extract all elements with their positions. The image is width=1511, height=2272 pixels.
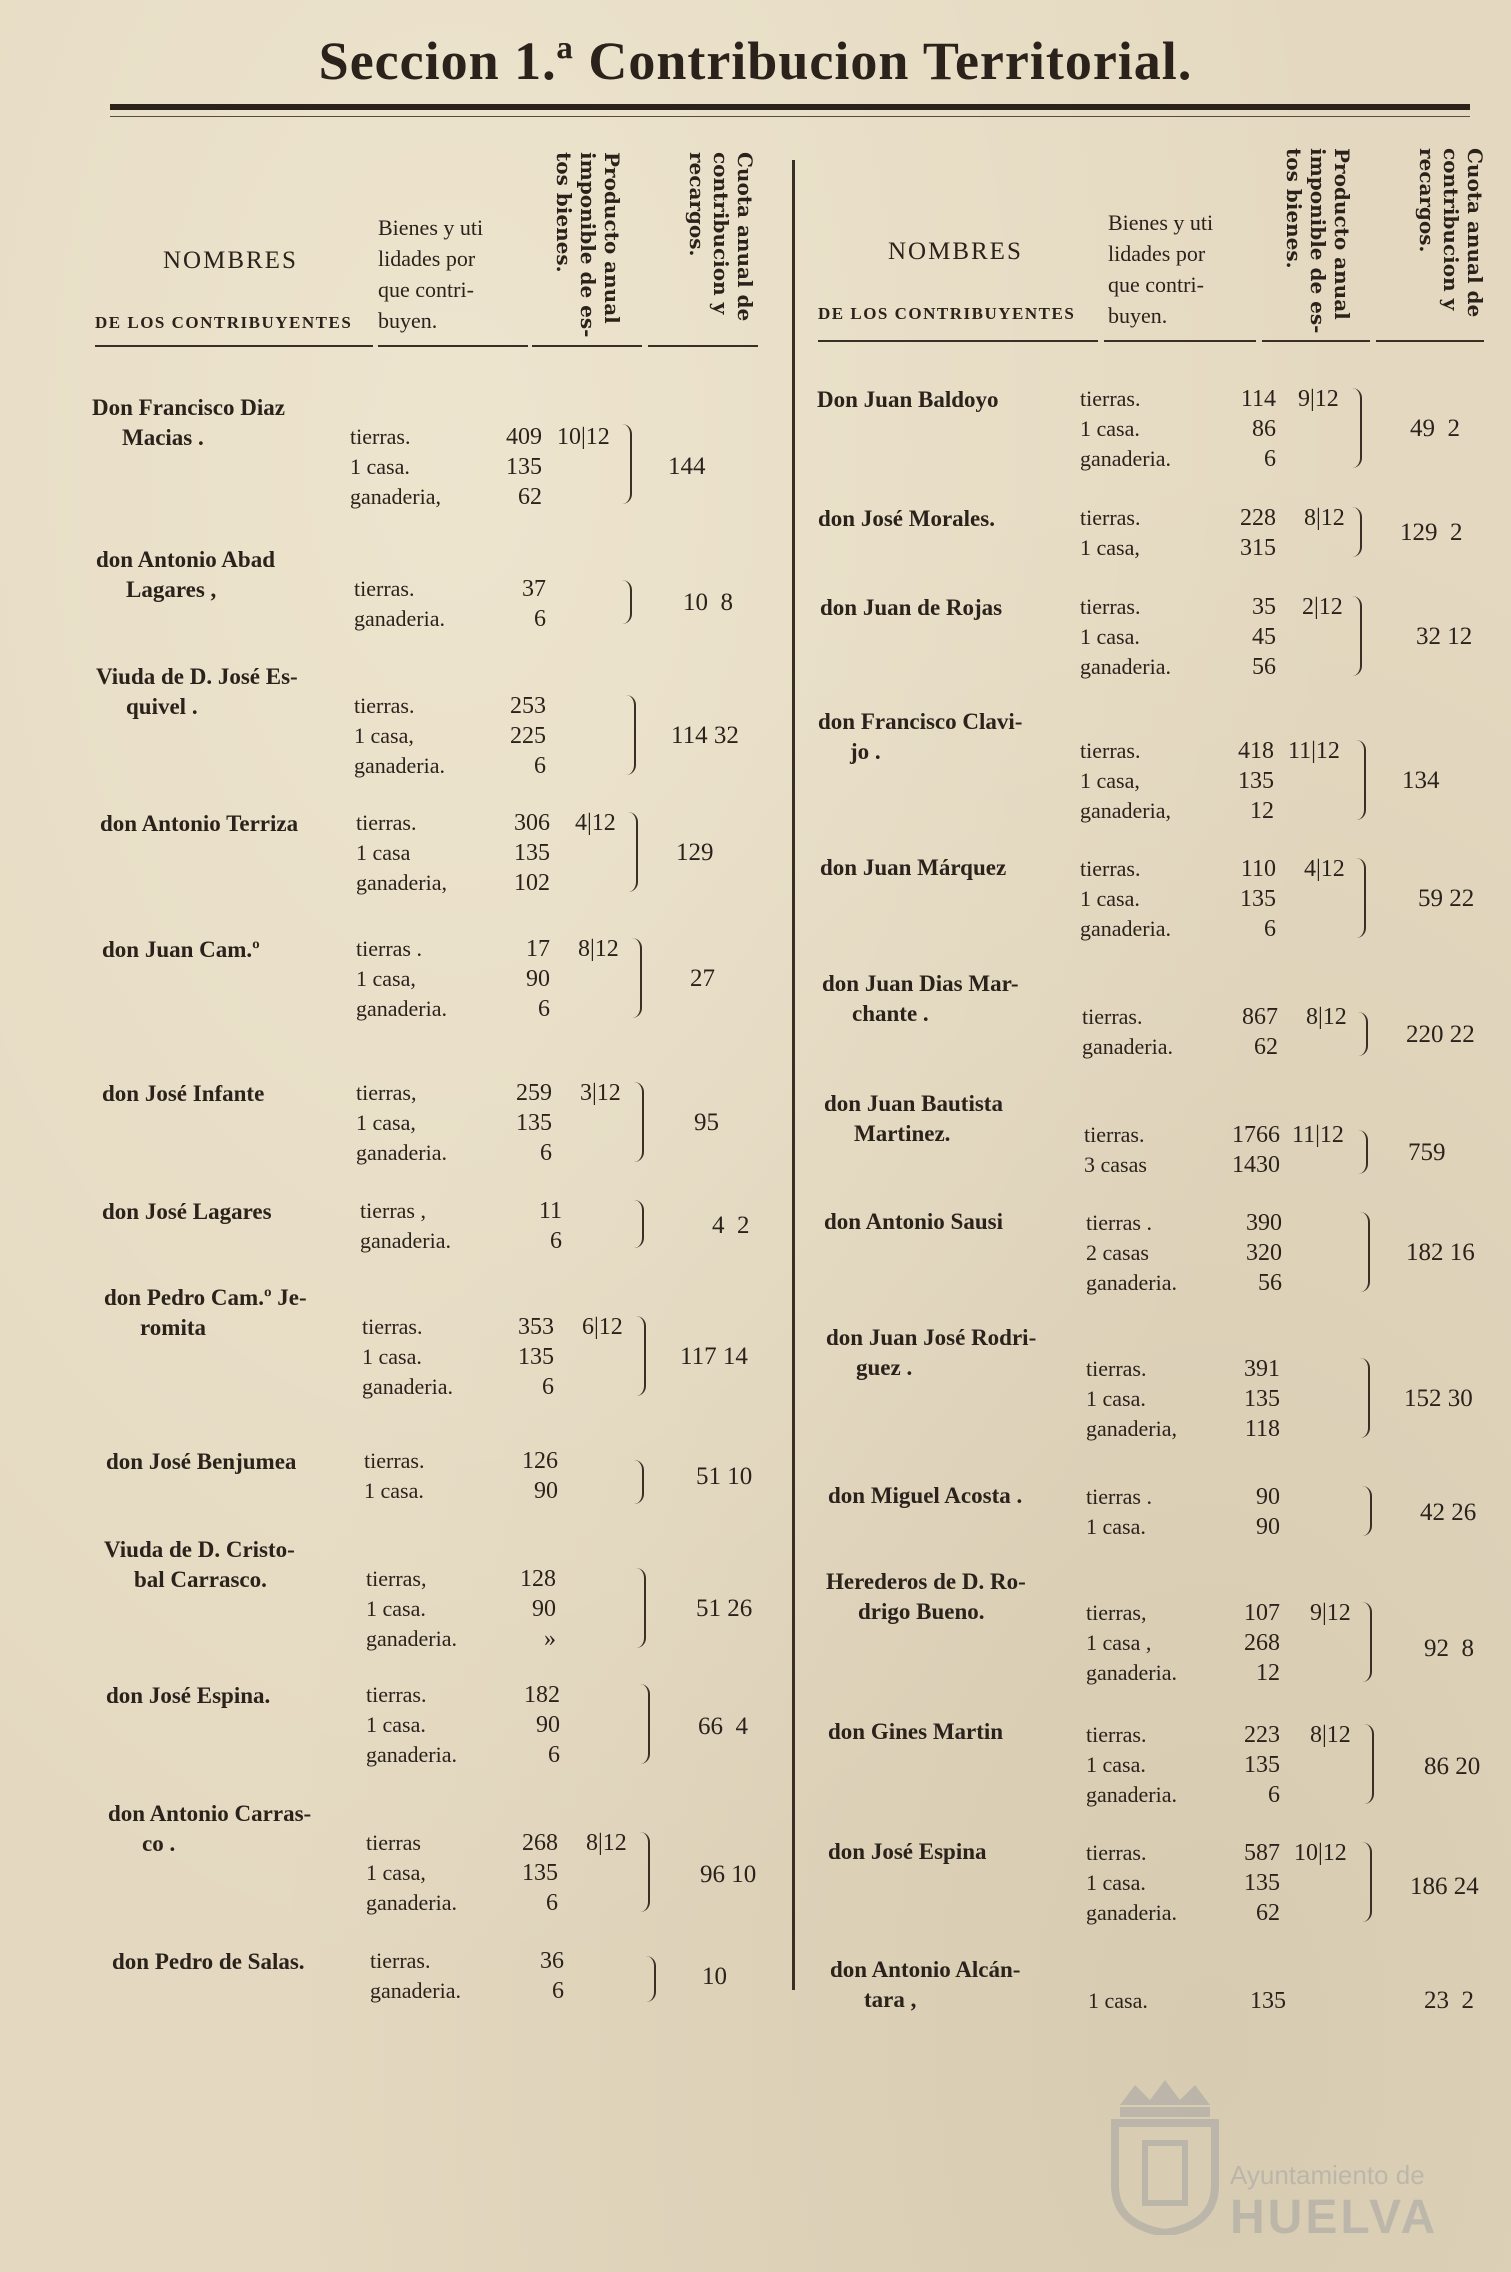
header-rule (1376, 340, 1484, 342)
header-rule (95, 345, 373, 347)
watermark-line2: HUELVA (1230, 2191, 1439, 2244)
header-rule (532, 345, 642, 347)
column-divider (792, 160, 795, 1990)
header-rule (378, 345, 528, 347)
title-rule (110, 104, 1470, 110)
header-bienes: Bienes y uti lidades por que contri- buyen. (1108, 210, 1214, 328)
header-names-sub: DE LOS CONTRIBUYENTES (818, 304, 1076, 323)
header-names: NOMBRES (163, 247, 298, 274)
header-producto: Producto anual imponible de es- tos bienes. (1282, 148, 1354, 334)
header-names: NOMBRES (888, 238, 1023, 265)
header-rule (1104, 340, 1256, 342)
header-rule (1262, 340, 1370, 342)
header-cuota: Cuota anual de contribucion y recargos. (1415, 148, 1487, 318)
header-rule (818, 340, 1098, 342)
header-rule (648, 345, 758, 347)
header-bienes: Bienes y uti lidades por que contri- buyen. (378, 215, 484, 333)
header-names-sub: DE LOS CONTRIBUYENTES (95, 313, 353, 332)
title-rule-thin (110, 116, 1470, 117)
watermark-line1: Ayuntamiento de (1230, 2160, 1425, 2190)
header-producto: Producto anual imponible de es- tos bienes. (552, 152, 624, 338)
header-cuota: Cuota anual de contribucion y recargos. (685, 152, 757, 322)
crest-icon (1090, 2065, 1240, 2235)
page-title: Seccion 1.ª Contribucion Territorial. (318, 31, 1193, 91)
